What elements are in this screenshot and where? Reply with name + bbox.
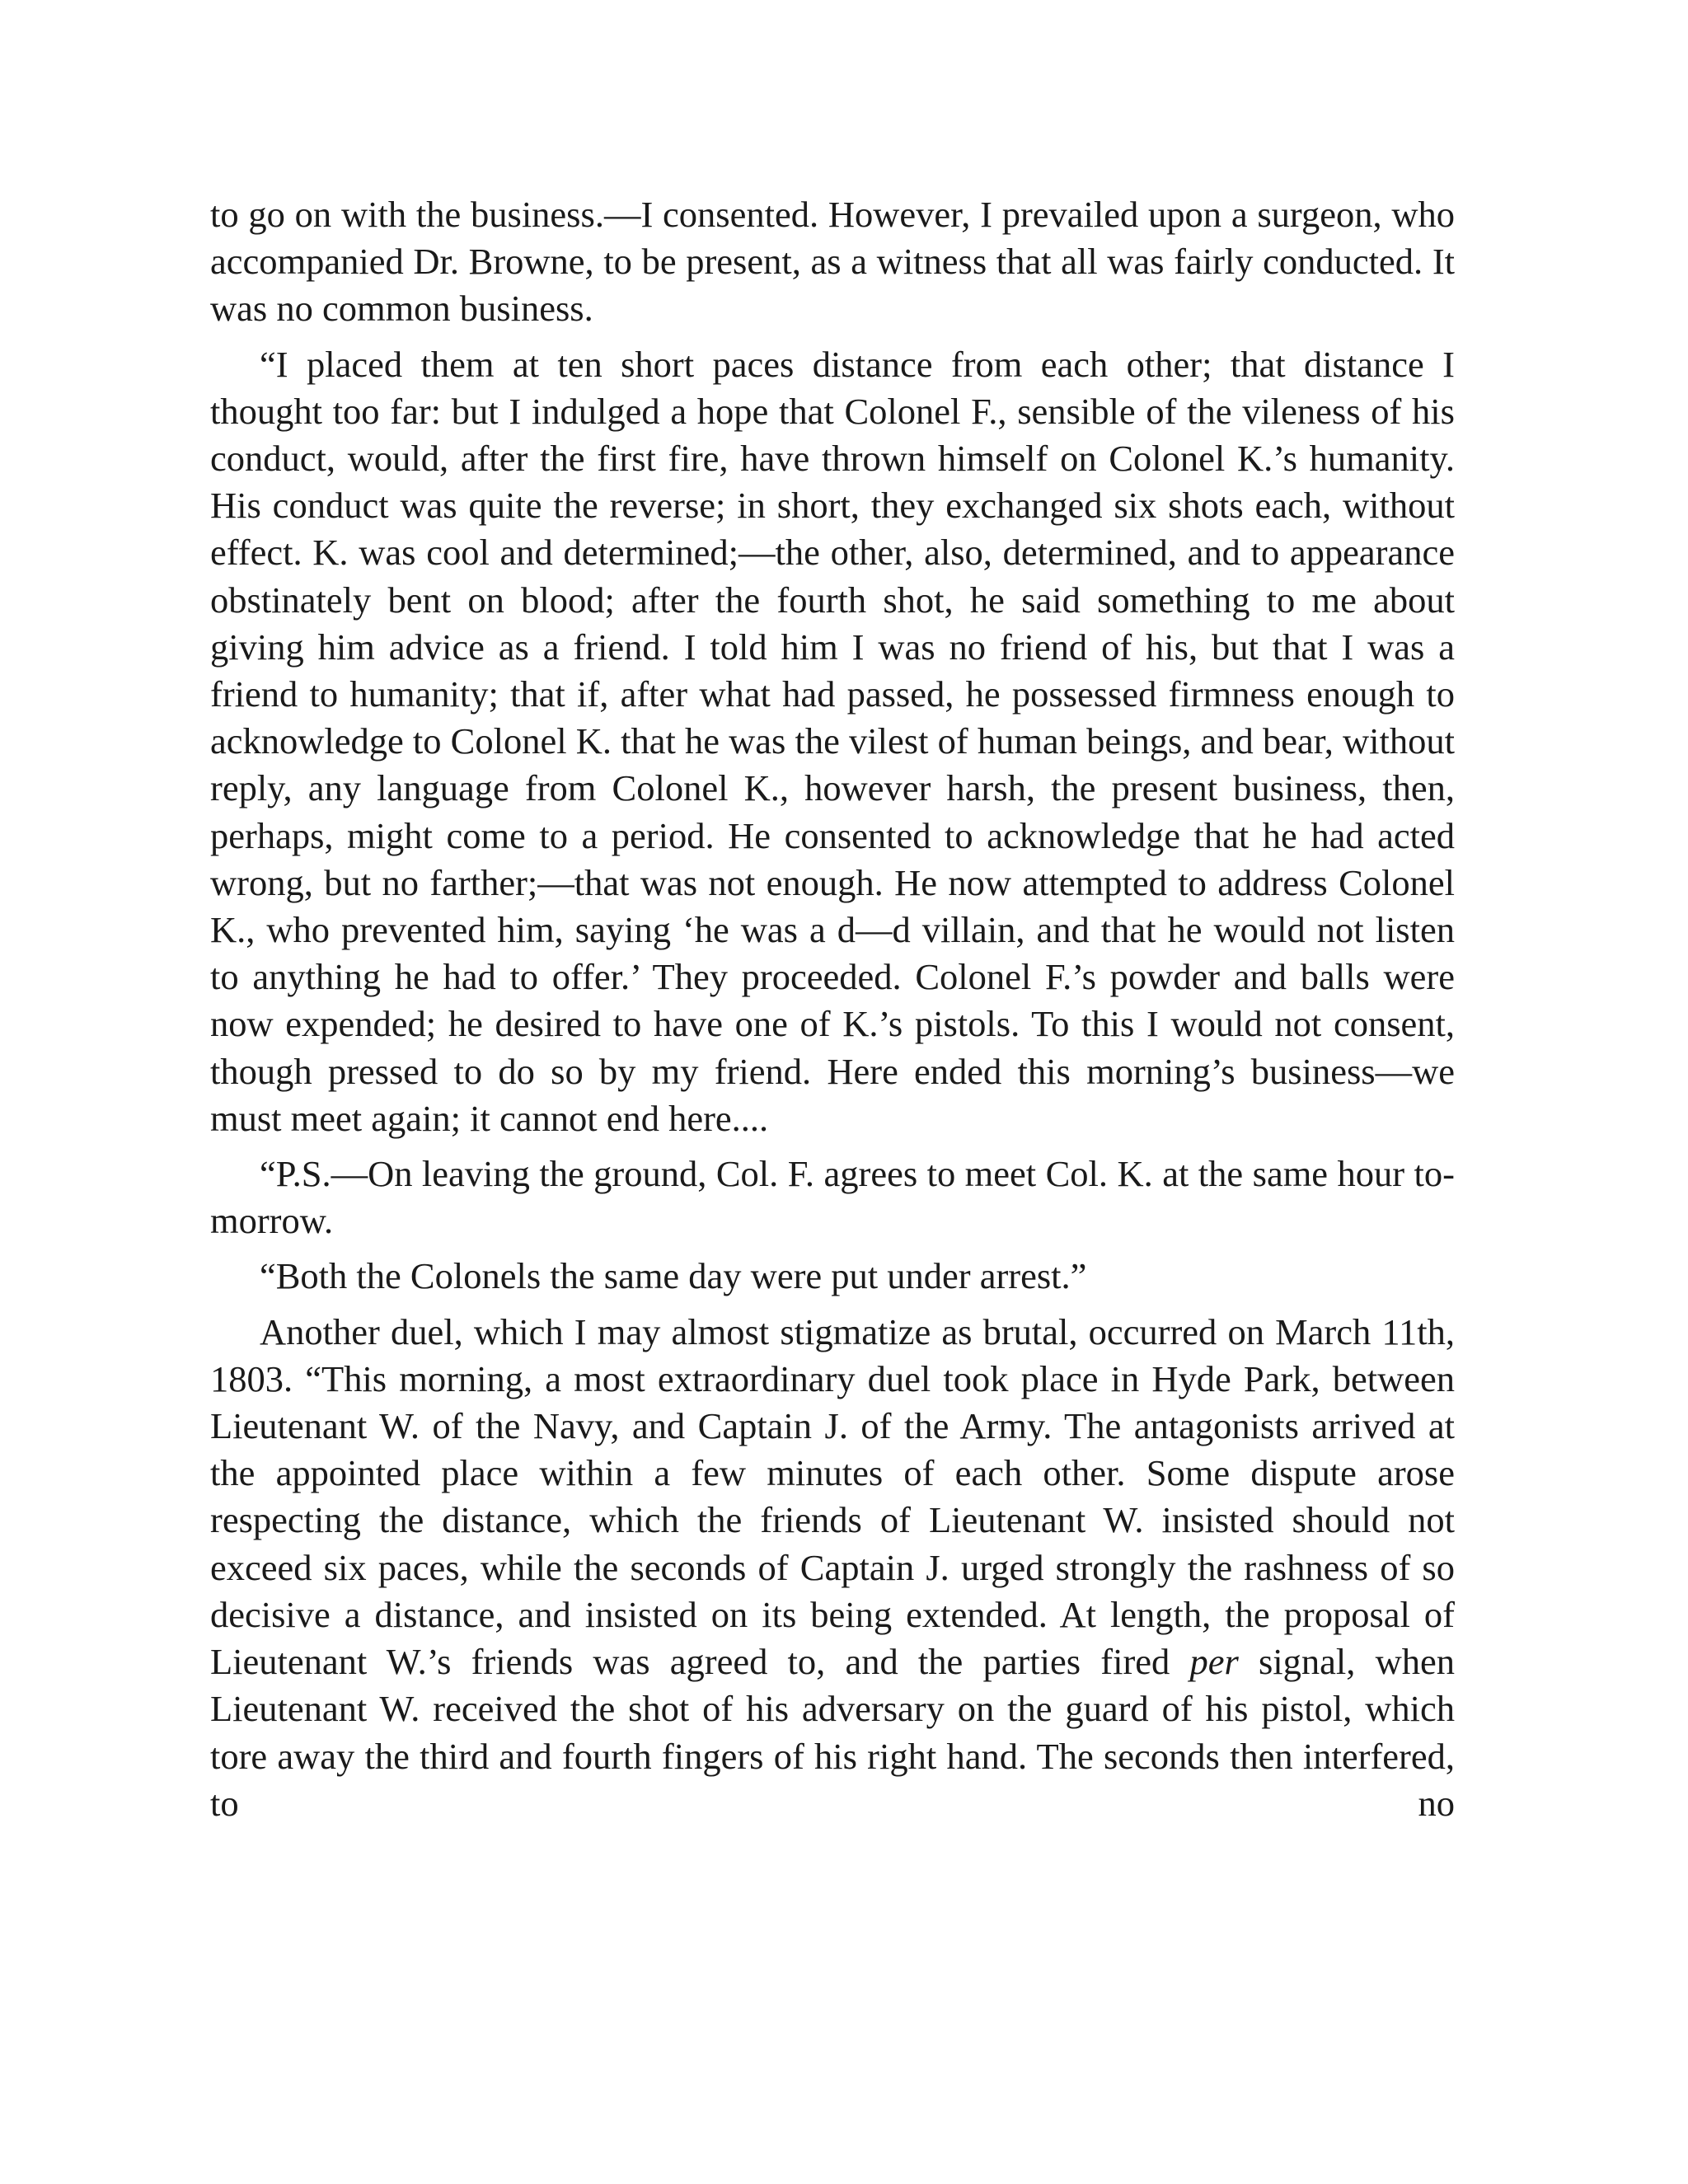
paragraph-text: Another duel, which I may almost stigmatize as brutal, occurred on March 11th, 1803. “This morning, a most extraordinary duel took place in Hyde Park, between Lieutenant W. of the Navy, and Captain J. of the Army. The antagonists arrived at the appointed place within a few minutes of each other. Some dispute arose respecting the distance, which the friends of Lieutenant W. insisted should not exceed six paces, while the seconds of Captain J. urged strongly the rashness of so decisive a distance, and insisted on its being extended. At length, the proposal of Lieutenant W.’s friends was agreed to, and the parties fired: [210, 1310, 1455, 1683]
paragraph: [210, 191, 1455, 333]
paragraph-text: “I placed them at ten short paces distance from each other; that distance I thought too far: but I indulged a hope that Colonel F., sensible of the vileness of his conduct, would, after the first fire, have thrown himself on Colonel K.’s humanity. His conduct was quite the reverse; in short, they exchanged six shots each, without effect. K. was cool and determined;—the other, also, determined, and to appearance obstinately bent on blood; after the fourth shot, he said something to me about giving him advice as a friend. I told him I was no friend of his, but that I was a friend to humanity; that if, after what had passed, he possessed firmness enough to acknowledge to Colonel K. that he was the vilest of human beings, and bear, without reply, any language from Colonel K., however harsh, the present business, then, perhaps, might come to a period. He consented to acknowledge that he had acted wrong, but no farther;—that was not enough. He now attempted to address Colonel K., who prevented him, saying ‘he was a d—d villain, and that he would not listen to anything he had to offer.’ They proceeded. Colonel F.’s powder and balls were now expended; he desired to have one of K.’s pistols. To this I would not consent, though pressed to do so by my friend. Here ended this morning’s business—we must meet again; it cannot end here....: [210, 343, 1455, 1139]
paragraph-text: “P.S.—On leaving the ground, Col. F. agrees to meet Col. K. at the same hour to-morrow.: [210, 1153, 1455, 1242]
paragraph: [210, 1151, 1455, 1244]
paragraph: [210, 1253, 1455, 1300]
italic-text: per: [1189, 1641, 1239, 1683]
page-body: [210, 191, 1455, 1835]
paragraph: [210, 341, 1455, 1142]
paragraph: [210, 1309, 1455, 1827]
paragraph-text: “Both the Colonels the same day were put under arrest.”: [260, 1255, 1087, 1297]
paragraph-text: to go on with the business.—I consented. However, I prevailed upon a surgeon, who accompanied Dr. Browne, to be present, as a witness that all was fairly conducted. It was no common business.: [210, 194, 1455, 330]
paragraph-text: signal, when Lieutenant W. received the shot of his adversary on the guard of his pistol, which tore away the third and fourth fingers of his right hand. The seconds then interfered, to no: [210, 1641, 1455, 1824]
